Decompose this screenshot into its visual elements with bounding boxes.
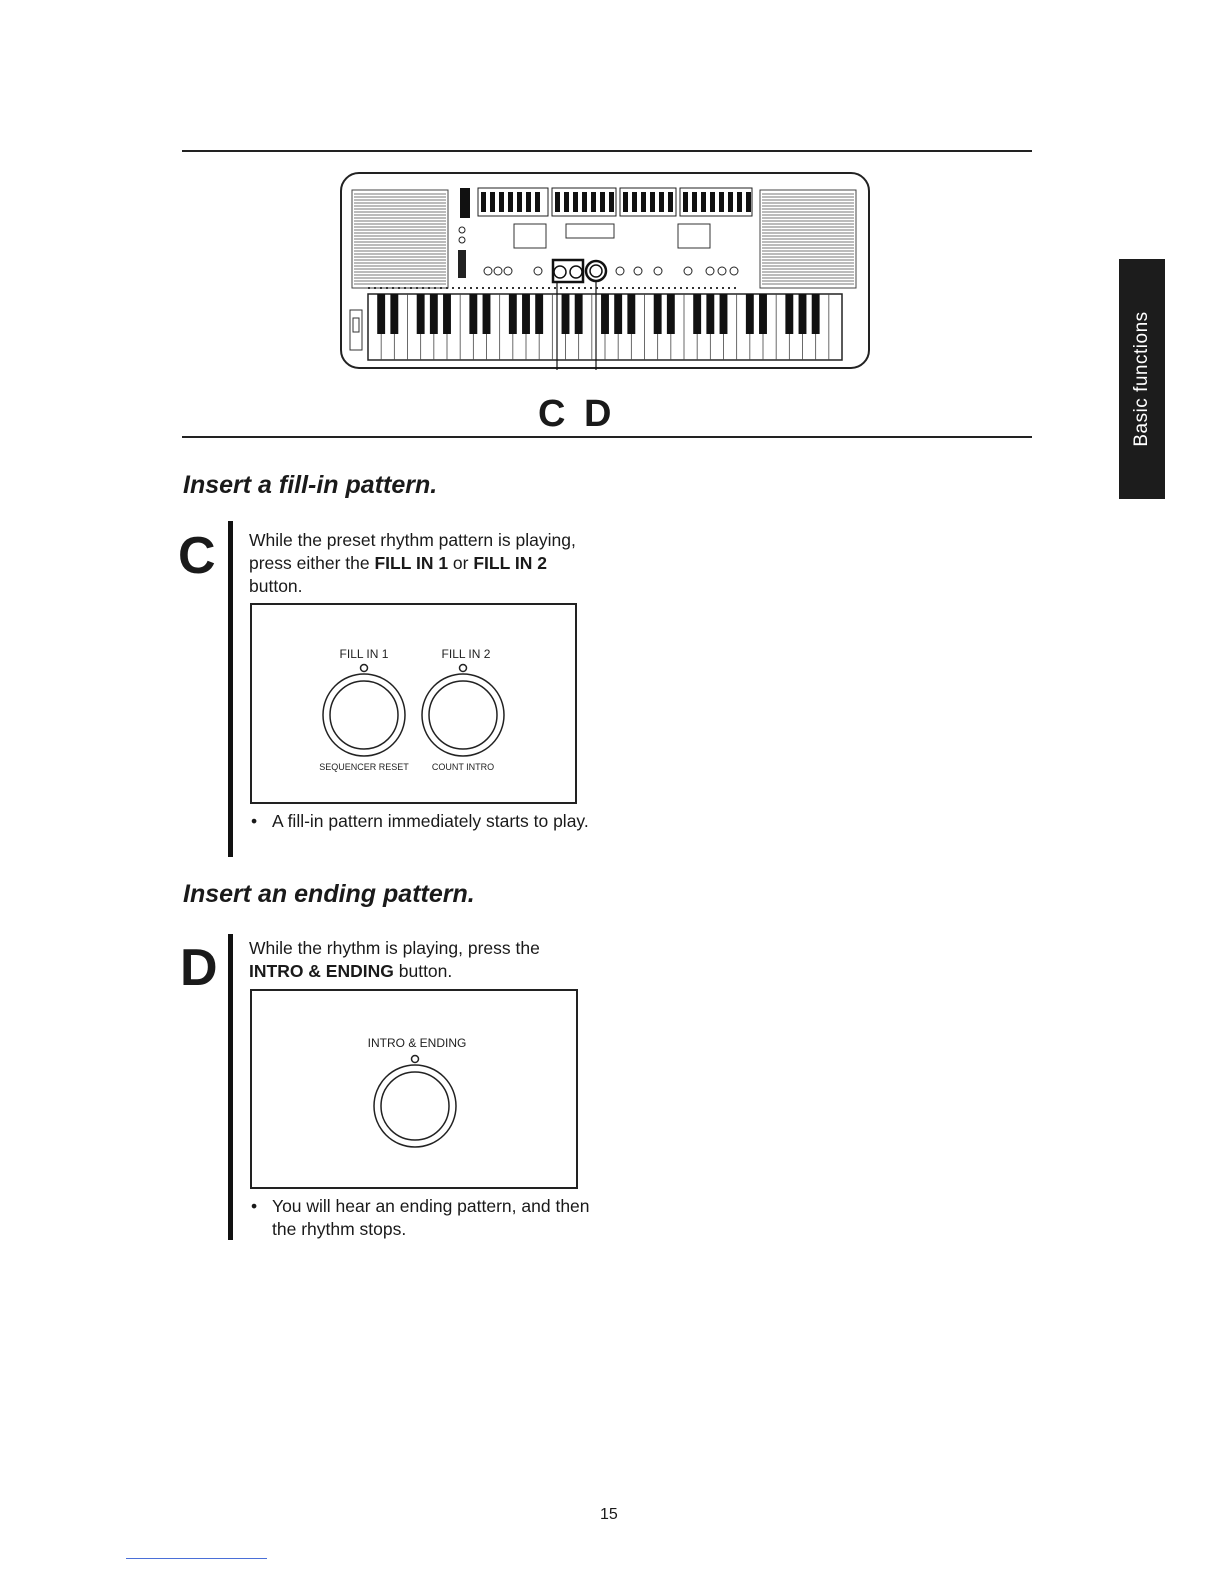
- sequencer-reset-label: SEQUENCER RESET: [319, 762, 409, 772]
- fill-in-2-button-name: FILL IN 2: [473, 553, 547, 573]
- footer-mark: [126, 1558, 267, 1559]
- fill-in-instruction: [249, 529, 579, 598]
- keyboard-illustration: [338, 170, 874, 370]
- intro-ending-button-panel: [250, 989, 578, 1189]
- instruction-text: While the preset rhythm pattern is playing, press either the: [249, 530, 576, 573]
- step-d-bar: [228, 934, 233, 1240]
- fill-in-1-button-name: FILL IN 1: [374, 553, 449, 573]
- intro-ending-button-name: INTRO & ENDING: [249, 961, 394, 981]
- fill-in-2-indicator-led: [460, 665, 467, 672]
- ending-result-bullet: • You will hear an ending pattern, and then the rhythm stops.: [251, 1195, 602, 1241]
- instruction-text: While the rhythm is playing, press the: [249, 938, 540, 958]
- intro-ending-label: INTRO & ENDING: [367, 1036, 467, 1050]
- intro-ending-indicator-led: [412, 1056, 419, 1063]
- right-speaker-grille: [760, 190, 856, 288]
- ending-heading: Insert an ending pattern.: [183, 880, 475, 908]
- fill-in-1-indicator-led: [361, 665, 368, 672]
- step-c-bar: [228, 521, 233, 857]
- fill-in-1-button[interactable]: [323, 674, 405, 756]
- instruction-text: button.: [249, 576, 303, 596]
- intro-ending-button[interactable]: [374, 1065, 456, 1147]
- callout-c: C: [538, 393, 570, 435]
- step-letter-d: D: [180, 939, 218, 997]
- page-number: 15: [600, 1506, 618, 1523]
- keyboard-bottom-rule: [182, 436, 1032, 438]
- instruction-text: or: [448, 553, 474, 573]
- section-tab: [1119, 259, 1165, 499]
- count-intro-label: COUNT INTRO: [431, 762, 495, 772]
- top-rule: [182, 150, 1032, 152]
- callout-labels: [538, 393, 615, 436]
- left-speaker-grille: [352, 190, 448, 288]
- fill-in-buttons-panel: [250, 603, 577, 804]
- fill-in-2-button[interactable]: [422, 674, 504, 756]
- fill-in-result-bullet: • A fill-in pattern immediately starts to play.: [251, 810, 602, 833]
- fill-in-2-label: FILL IN 2: [441, 647, 491, 661]
- instruction-text: button.: [393, 961, 453, 981]
- ending-instruction: [249, 937, 579, 983]
- fill-in-heading: Insert a fill-in pattern.: [183, 471, 438, 499]
- section-tab-label: Basic functions: [1131, 311, 1152, 447]
- fill-in-1-label: FILL IN 1: [339, 647, 389, 661]
- callout-d: D: [584, 393, 616, 435]
- step-letter-c: C: [178, 527, 216, 585]
